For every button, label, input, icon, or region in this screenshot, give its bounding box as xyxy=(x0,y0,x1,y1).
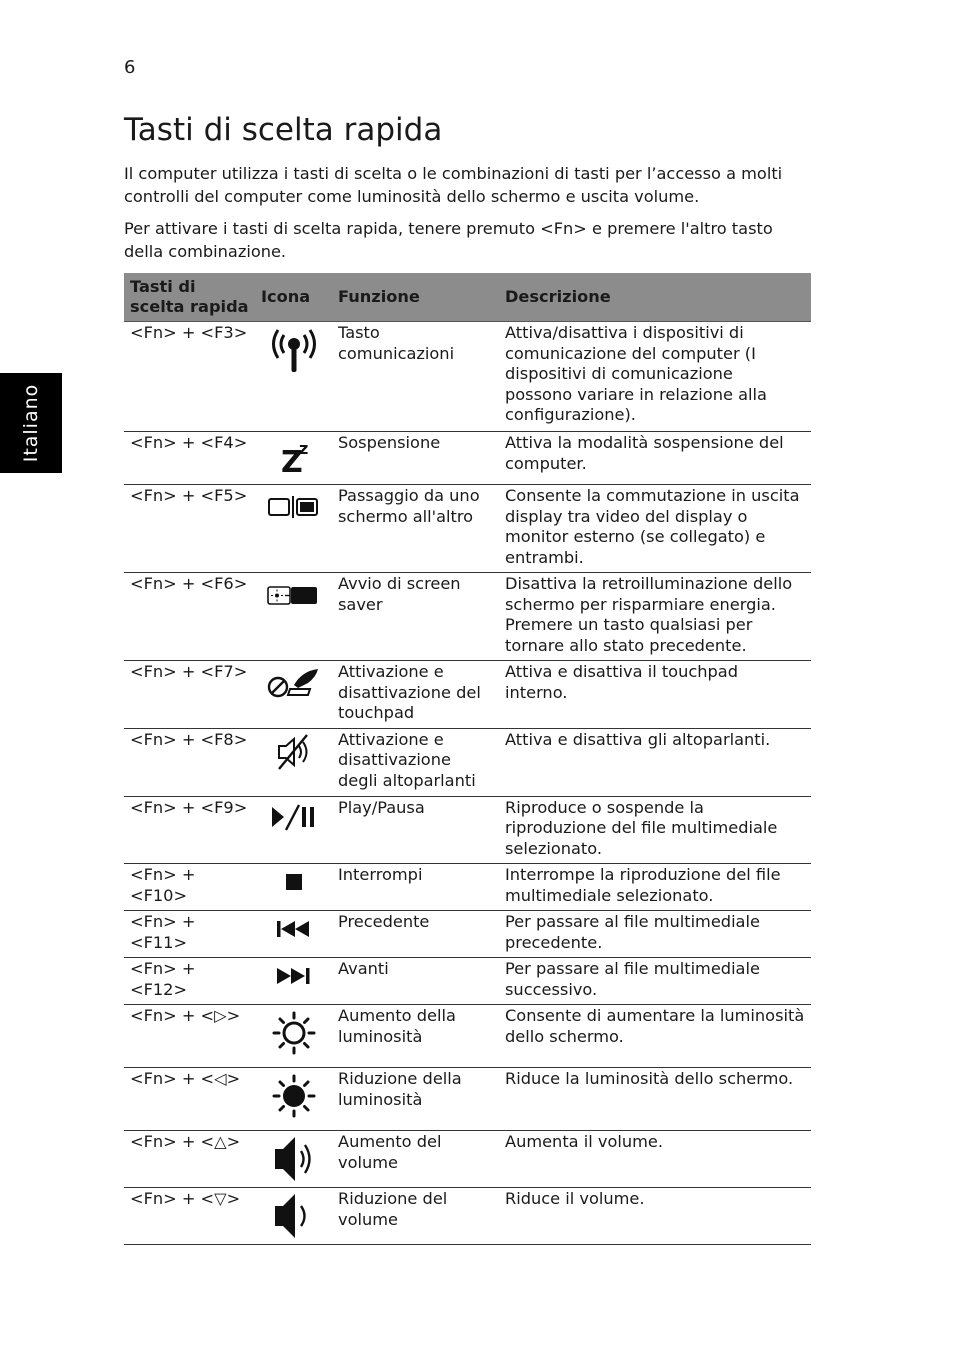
header-hotkey: Tasti di scelta rapida xyxy=(124,273,255,322)
brightness-up-icon xyxy=(267,1005,321,1059)
table-row xyxy=(124,485,811,573)
language-label: Italiano xyxy=(20,383,42,463)
table-row xyxy=(124,728,811,796)
function-cell: Avanti xyxy=(332,958,499,1005)
description-cell: Riduce il volume. xyxy=(499,1188,811,1245)
table-row xyxy=(124,796,811,864)
play-pause-icon xyxy=(266,797,322,837)
wireless-antenna-icon xyxy=(266,322,322,378)
hotkey-cell: <Fn> + <▽> xyxy=(124,1188,255,1245)
hotkey-cell: <Fn> + <F6> xyxy=(124,573,255,661)
hotkey-cell: <Fn> + <△> xyxy=(124,1131,255,1188)
function-cell: Attivazione e disattivazione del touchpad xyxy=(332,661,499,729)
function-cell: Play/Pausa xyxy=(332,796,499,864)
volume-down-icon xyxy=(267,1188,321,1242)
hotkey-cell: <Fn> + <F3> xyxy=(124,322,255,432)
brightness-down-icon xyxy=(267,1068,321,1122)
next-track-icon xyxy=(269,958,319,994)
header-icon: Icona xyxy=(255,273,332,322)
hotkey-cell: <Fn> + <◁> xyxy=(124,1068,255,1131)
header-function: Funzione xyxy=(332,273,499,322)
function-cell: Precedente xyxy=(332,911,499,958)
description-cell: Attiva la modalità sospensione del computer. xyxy=(499,432,811,485)
function-cell: Aumento del volume xyxy=(332,1131,499,1188)
table-row xyxy=(124,432,811,485)
table-row xyxy=(124,1005,811,1068)
function-cell: Riduzione del volume xyxy=(332,1188,499,1245)
intro-paragraph: Il computer utilizza i tasti di scelta o le combinazioni di tasti per l’accesso a molti controlli del computer come luminosità dello schermo e uscita volume. xyxy=(124,164,783,206)
description-cell: Per passare al file multimediale successivo. xyxy=(499,958,811,1005)
function-cell: Riduzione della luminosità xyxy=(332,1068,499,1131)
table-row xyxy=(124,864,811,911)
sleep-zz-icon xyxy=(269,432,319,478)
svg-text:Z: Z xyxy=(280,445,303,478)
display-toggle-icon xyxy=(264,485,324,525)
function-cell: Sospensione xyxy=(332,432,499,485)
screen-blank-icon xyxy=(264,573,324,609)
speaker-mute-icon xyxy=(269,729,319,775)
function-cell: Tasto comunicazioni xyxy=(332,322,499,432)
hotkey-cell: <Fn> + <F7> xyxy=(124,661,255,729)
description-cell: Riduce la luminosità dello schermo. xyxy=(499,1068,811,1131)
description-cell: Riproduce o sospende la riproduzione del file multimediale selezionato. xyxy=(499,796,811,864)
header-description: Descrizione xyxy=(499,273,811,322)
function-cell: Attivazione e disattivazione degli altoparlanti xyxy=(332,728,499,796)
instructions-paragraph: Per attivare i tasti di scelta rapida, tenere premuto <Fn> e premere l'altro tasto della combinazione. xyxy=(124,219,773,261)
hotkey-cell: <Fn> + <F8> xyxy=(124,728,255,796)
touchpad-toggle-icon xyxy=(264,661,324,703)
description-cell: Consente la commutazione in uscita display tra video del display o monitor esterno (se collegato) e entrambi. xyxy=(499,485,811,573)
hotkey-cell: <Fn> + <F11> xyxy=(124,911,255,958)
description-cell: Per passare al file multimediale precedente. xyxy=(499,911,811,958)
hotkey-cell: <Fn> + <F5> xyxy=(124,485,255,573)
hotkey-cell: <Fn> + <F10> xyxy=(124,864,255,911)
table-row xyxy=(124,573,811,661)
description-cell: Disattiva la retroilluminazione dello schermo per risparmiare energia. Premere un tasto qualsiasi per tornare allo stato precedente. xyxy=(499,573,811,661)
table-row xyxy=(124,958,811,1005)
hotkey-cell: <Fn> + <F12> xyxy=(124,958,255,1005)
previous-track-icon xyxy=(269,911,319,947)
table-row xyxy=(124,1068,811,1131)
description-cell: Consente di aumentare la luminosità dello schermo. xyxy=(499,1005,811,1068)
stop-icon xyxy=(274,864,314,900)
table-row xyxy=(124,911,811,958)
language-side-tab xyxy=(0,373,62,473)
svg-text:z: z xyxy=(298,439,308,458)
table-row xyxy=(124,1131,811,1188)
table-header-row xyxy=(124,273,811,322)
description-cell: Attiva e disattiva gli altoparlanti. xyxy=(499,728,811,796)
page-number: 6 xyxy=(124,57,136,78)
function-cell: Interrompi xyxy=(332,864,499,911)
function-cell: Passaggio da uno schermo all'altro xyxy=(332,485,499,573)
hotkey-cell: <Fn> + <F4> xyxy=(124,432,255,485)
hotkeys-table xyxy=(124,273,811,1245)
description-cell: Interrompe la riproduzione del file multimediale selezionato. xyxy=(499,864,811,911)
description-cell: Attiva e disattiva il touchpad interno. xyxy=(499,661,811,729)
page-title: Tasti di scelta rapida xyxy=(124,112,443,148)
hotkey-cell: <Fn> + <F9> xyxy=(124,796,255,864)
table-row xyxy=(124,1188,811,1245)
table-row xyxy=(124,661,811,729)
function-cell: Aumento della luminosità xyxy=(332,1005,499,1068)
description-cell: Aumenta il volume. xyxy=(499,1131,811,1188)
volume-up-icon xyxy=(267,1131,321,1185)
hotkey-cell: <Fn> + <▷> xyxy=(124,1005,255,1068)
description-cell: Attiva/disattiva i dispositivi di comunicazione del computer (I dispositivi di comunicazione possono variare in relazione alla configurazione). xyxy=(499,322,811,432)
table-row xyxy=(124,322,811,432)
function-cell: Avvio di screen saver xyxy=(332,573,499,661)
